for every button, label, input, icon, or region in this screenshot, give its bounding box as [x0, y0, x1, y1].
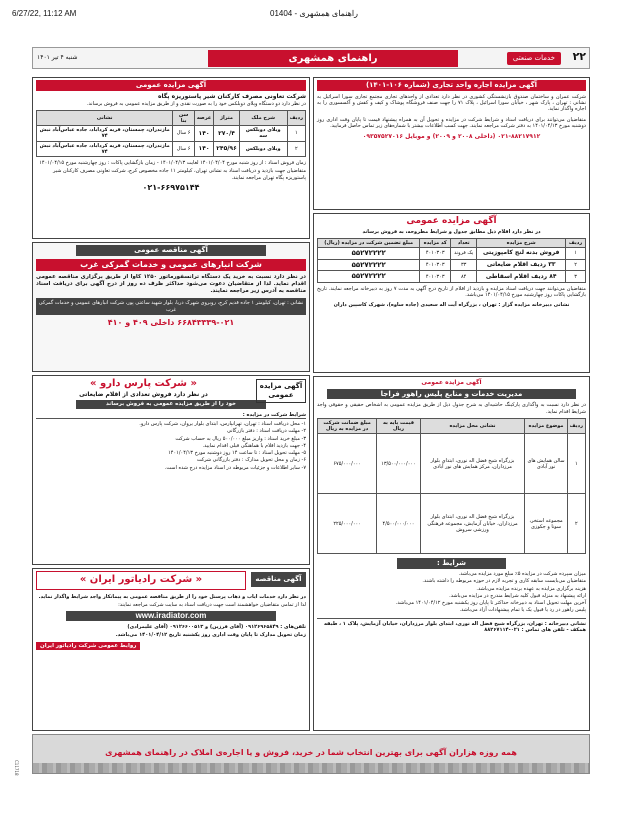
cell: ۴۰۱۰۳۰۳: [420, 271, 451, 283]
radiator-body: در نظر دارد خدمات ایاب و ذهاب پرسنل خود را از طریق مناقصه عمومی به پیمانکار واجد شرایط واگذار نماید.: [38, 593, 306, 600]
page-number: ۲۲: [572, 50, 586, 63]
cell: مجموعه استخر، سونا و جکوزی: [525, 494, 567, 554]
col-header: ردیف: [567, 418, 585, 434]
list-item: پلیس راهور در رد یا قبول یک یا تمام پیشنهادات آزاد می‌باشد.: [459, 607, 586, 614]
auction-footer: نشانی دبیرخانه مزایده گزار : تهران ، بزرگراه آیت اله سعیدی (جاده ساوه)، شهرک کاسپین داران: [333, 301, 570, 308]
print-header: [0, 0, 623, 22]
cell: ۸۴: [451, 271, 477, 283]
radiator-website-link[interactable]: www.iradiator.com: [66, 611, 276, 621]
col-header: موضوع مزایده: [525, 418, 567, 434]
rental-notice-body: شرکت عمران و ساختمان صندوق بازنشستگی کشوری در نظر دارد تعدادی از واحدهای تجاری مجتمع تجاری سورا اسرائیل به نشانی : تهران ، پارک شهر ، خیابان سورا اسرائیل ، پلاک ۷۱ را جهت صنف فروشگاه پوشاک و کیف و کفش و آکسسوری را به اجاره واگذار نماید.: [317, 93, 587, 113]
cell: یک فروند: [451, 247, 477, 259]
list-item: ۲- مهلت دریافت اسناد : دفتر بازرگانی: [226, 428, 306, 435]
radiator-phones: تلفن‌های : ۰۹۱۲۶۹۶۵۸۴۹ (آقای فرزین) و ۰۹۱۲۶۶۰۰۵۱۳ (آقای علیمرادی): [127, 624, 306, 630]
auction-ad: آگهی مزایده عمومی در نظر دارد اقلام ذیل مطابق جدول و شرایط مطروحه، به فروش برساند ردیف شرح مزایده تعداد کد مزایده مبلغ تضمین شرکت در مزایده (ریال) ۱ فروش بدنه لنج کامپوزیتی یک فروند ۴۰۱۰۳۰۳ ۵۵۲۷۲۲۲۲ ۲ ۳۳ ردیف اقلام ضایعاتی ۳۳ ۴۰۱۰۳۰۳ ۵۵۲۷۲۲۲۲ ۳ ۸۴ ردیف اقلام اسقاطی ۸۴ ۴۰۱۰۳۰۳ ۵۵۲۷۲۲۲۲ متقاضیان می‌توانند جهت دریافت اسناد مزایده و بازدید از اقلام از تاریخ درج آگهی به مدت ۷ روز به دبیرخانه مراجعه نمایند. تاریخ بازگشایی پاکات روز چهارشنبه مورخ ۱۴۰۱/۰۴/۱۵ می‌باشد. نشانی دبیرخانه مزایده گزار : تهران ، بزرگراه آیت اله سعیدی (جاده ساوه)، شهرک کاسپین داران: [313, 213, 590, 373]
cell: ۳: [566, 271, 586, 283]
cell: ۲: [287, 141, 305, 157]
col-header: شرح ملک: [239, 110, 287, 126]
customs-address: نشانی : تهران، کیلومتر ۱ جاده قدیم کرج، روبروی شهرک دریا، بلوار شهید ساعتی پور، شرکت انبارهای عمومی و خدمات گمرکی غرب: [36, 298, 306, 315]
list-item: آخرین مهلت تحویل اسناد به دبیرخانه حداکثر تا پایان روز یکشنبه مورخ ۱۴۰۱/۰۴/۱۲ می‌باشد.: [395, 600, 586, 606]
cell: ۶ سال: [173, 126, 195, 142]
cell: ۵۵۲۷۲۲۲۲: [318, 271, 420, 283]
villa-intro: در نظر دارد دو دستگاه ویلای دوبلکس خود را به صورت نقدی و از طریق مزایده عمومی به فروش برساند.: [86, 101, 306, 108]
table-row: [318, 494, 586, 554]
list-item: ۱- محل دریافت اسناد : تهران، تهرانپارس، ابتدای بلوار یروان، شرکت پارس دارو.: [139, 421, 306, 428]
cell: بزرگراه شیخ فضل اله نوری، ابتدای بلوار مرزداران، مرکز همایش های نور آبادی: [420, 434, 525, 494]
police-title: مدیریت خدمات و منابع پلیس راهور فراجا: [327, 389, 576, 400]
cell: فروش بدنه لنج کامپوزیتی: [477, 247, 566, 259]
table-row: [318, 247, 586, 259]
police-address: نشانی دبیرخانه : تهران، بزرگراه شیخ فضل اله نوری، ابتدای بلوار مرزداران، خیابان آزمایش، پلاک ۱ ، طبقه همکف - تلفن های تماس : ۰۲۱-۸۸۲۶۷۱۱۴: [317, 618, 586, 634]
cell: ۲: [567, 494, 585, 554]
list-item: ۵- مهلت تحویل اسناد : تا ساعت ۱۴ روز دوشنبه مورخ ۱۴۰۱/۰۴/۱۳: [168, 450, 306, 457]
cell: ۱: [567, 434, 585, 494]
cell: ۱۴۰: [194, 141, 213, 157]
cell: ۳۳ ردیف اقلام ضایعاتی: [477, 259, 566, 271]
cell: ۱: [566, 247, 586, 259]
col-header: ردیف: [566, 238, 586, 247]
radiator-title: « شرکت رادیاتور ایران »: [36, 571, 246, 590]
cell: ویلای دوبلکس: [239, 141, 287, 157]
police-auction-ad: [313, 376, 590, 731]
list-item: ۷- سایر اطلاعات و جزئیات مربوطه در اسناد مزایده درج شده است.: [164, 464, 306, 471]
rental-notice-phones: ۰۲۱-۸۸۲۱۷۹۱۲ (داخلی ۲۰۰۸ و ۲۰۰۹) و موبایل ۰۹۳۵۷۵۲۷۰۱۶: [362, 133, 541, 140]
table-row: [318, 259, 586, 271]
villa-title: آگهی مزایده عمومی: [36, 80, 306, 91]
radiator-tender-ad: [32, 568, 310, 731]
cell: ۶ سال: [173, 141, 195, 157]
cell: ۲: [566, 259, 586, 271]
list-item: میزان سپرده شرکت در مزایده ۵٪ مبلغ مورد مزایده می‌باشد.: [458, 571, 586, 577]
customs-phone: ۶۶۸۴۳۳۳۹-۰۲۱ داخلی ۴۰۹ و ۴۱۰: [107, 317, 235, 327]
cell: ۲۷۰/۴: [214, 126, 240, 142]
col-header: نشانی: [37, 110, 173, 126]
villa-phone: ۰۲۱-۶۶۹۷۵۱۴۴: [142, 182, 200, 192]
cell: ۶۷۵/۰۰۰/۰۰۰: [318, 434, 377, 494]
col-header: متراژ: [214, 110, 240, 126]
cell: سالن همایش های نور آبادی: [525, 434, 567, 494]
table-row: [37, 141, 306, 157]
radiator-signature: روابط عمومی شرکت رادیاتور ایران: [36, 642, 140, 651]
list-item: ۴- جهت بازدید اقلام با هماهنگی قبلی اقدام نمایید.: [202, 442, 306, 449]
print-title: راهنمای همشهری - 01404: [270, 9, 358, 18]
villa-auction-ad: آگهی مزایده عمومی شرکت تعاونی مصرف کارکنان شیر پاستوریزه پگاه در نظر دارد دو دستگاه ویلای دوبلکس خود را به صورت نقدی و از طریق مزایده عمومی به فروش برساند. ردیف شرح ملک متراژ عرصه سن بنا نشانی ۱ ویلای دوبلکس سه ۲۷۰/۴ ۱۴۰ ۶ سال مازندران، چمستان، قریه کرداباد، جاده عباس‌آباد نبش ۷۴ ۲ ویلای دوبلکس ۲۴۵/۹۶ ۱۴۰ ۶ سال مازندران، چمستان، قریه کرداباد، جاده عباس‌آباد نبش ۷۴ زمان فروش اسناد : از روز شنبه مورخ ۱۴۰۱/۰۴/۰۴ لغایت ۱۴۰۱/۰۴/۱۳ - زمان بازگشایی پاکات : روز چهارشنبه مورخ ۱۴۰۱/۰۴/۱۵ متقاضیان جهت بازدید و دریافت اسناد به نشانی تهران، کیلومتر ۱۱ جاده مخصوص کرج، شرکت تعاونی مصرف کارکنان شیر پاستوریزه پگاه تهران مراجعه نمایند. ۰۲۱-۶۶۹۷۵۱۴۴: [32, 77, 310, 239]
side-identifier: C11718: [14, 760, 19, 776]
cell: مازندران، چمستان، قریه کرداباد، جاده عباس‌آباد نبش ۷۴: [37, 141, 173, 157]
cell: مازندران، چمستان، قریه کرداباد، جاده عباس‌آباد نبش ۷۴: [37, 126, 173, 142]
col-header: مبلغ ضمانت شرکت در مزایده به ریال: [318, 418, 377, 434]
col-header: قیمت پایه به ریال: [377, 418, 420, 434]
cell: ۴/۵۰۰/۰۰۰/۰۰۰: [377, 494, 420, 554]
villa-notes: زمان فروش اسناد : از روز شنبه مورخ ۱۴۰۱/۰۴/۰۴ لغایت ۱۴۰۱/۰۴/۱۳ - زمان بازگشایی پاکات : روز چهارشنبه مورخ ۱۴۰۱/۰۴/۱۵: [39, 160, 306, 166]
pharma-conditions-title: شرایط شرکت در مزایده :: [36, 412, 306, 419]
col-header: نشانی محل مزایده: [420, 418, 525, 434]
table-row: [37, 126, 306, 142]
pharma-label: آگهی مزایده عمومی: [256, 379, 306, 403]
radiator-deadline: زمان تحویل مدارک تا پایان وقت اداری روز یکشنبه تاریخ ۱۴۰۱/۰۴/۱۲ می‌باشد.: [115, 632, 306, 639]
footer-banner: [32, 734, 590, 774]
col-header: ردیف: [287, 110, 305, 126]
police-conditions-title: شرایط :: [397, 558, 506, 569]
pharma-sub2: خود را از طریق مزایده عمومی به فروش برساند: [76, 400, 266, 409]
col-header: سن بنا: [173, 110, 195, 126]
skyline-graphic: [33, 763, 589, 773]
cell: ۵۵۲۷۲۲۲۲: [318, 259, 420, 271]
auction-title: آگهی مزایده عمومی: [406, 216, 497, 226]
police-label: آگهی مزایده عمومی: [421, 379, 482, 386]
list-item: ۳- مبلغ خرید اسناد : واریز مبلغ ۵۰۰/۰۰۰ ریال به حساب شرکت: [175, 435, 306, 442]
print-timestamp: 6/27/22, 11:12 AM: [12, 9, 77, 18]
cell: ۱: [287, 126, 305, 142]
pharma-auction-ad: [32, 375, 310, 565]
cell: ۲۲۵/۰۰۰/۰۰۰: [318, 494, 377, 554]
villa-company: شرکت تعاونی مصرف کارکنان شیر پاستوریزه پگاه: [157, 92, 306, 100]
customs-title: شرکت انبارهای عمومی و خدمات گمرکی غرب: [36, 259, 306, 271]
table-row: [318, 271, 586, 283]
col-header: شرح مزایده: [477, 238, 566, 247]
customs-label: آگهی مناقصه عمومی: [76, 245, 266, 256]
cell: ۸۴ ردیف اقلام اسقاطی: [477, 271, 566, 283]
rental-notice-ad: آگهی مزایده اجاره واحد تجاری (شماره ۱۰۶-۱۴۰۱) شرکت عمران و ساختمان صندوق بازنشستگی کشوری در نظر دارد تعدادی از واحدهای تجاری مجتمع تجاری سورا اسرائیل به نشانی : تهران ، پارک شهر ، خیابان سورا اسرائیل ، پلاک ۷۱ را جهت صنف فروشگاه پوشاک و کیف و کفش و آکسسوری را به اجاره واگذار نماید. متقاضیان می‌توانند برای دریافت اسناد و شرایط شرکت در مزایده و تحویل آن به همراه پیشنهاد قیمت تا پایان وقت اداری روز دوشنبه مورخ ۱۴۰۱/۰۴/۱۳ به دفتر شرکت مراجعه نمایند. جهت کسب اطلاعات بیشتر با شماره‌های زیر تماس حاصل فرمایید. ۰۲۱-۸۸۲۱۷۹۱۲ (داخلی ۲۰۰۸ و ۲۰۰۹) و موبایل ۰۹۳۵۷۵۲۷۰۱۶: [313, 77, 590, 210]
cell: ۱۳/۵۰۰/۰۰۰/۰۰۰: [377, 434, 420, 494]
brand-logo: راهنمای همشهری: [208, 50, 458, 67]
radiator-body2: لذا از تمامی متقاضیان خواهشمند است جهت دریافت اسناد به سایت شرکت مراجعه نمایند:: [118, 601, 306, 608]
table-row: [318, 434, 586, 494]
issue-date: شنبه ۴ تیر ۱۴۰۱: [37, 54, 78, 61]
list-item: هزینه برگزاری مزایده به عهده برنده مزایده می‌باشد.: [476, 585, 586, 592]
footer-text: همه روزه هزاران آگهی برای بهترین انتخاب شما در خرید، فروش و یا اجاره‌ی املاک در راهنمای همشهری: [105, 748, 517, 757]
cell: ۵۵۲۷۲۲۲۲: [318, 247, 420, 259]
col-header: کد مزایده: [420, 238, 451, 247]
cell: ۴۰۱۰۳۰۳: [420, 247, 451, 259]
list-item: ارائه پیشنهاد به منزله قبول کلیه شرایط مندرج در مزایده می‌باشد.: [449, 592, 586, 599]
auction-subtitle: در نظر دارد اقلام ذیل مطابق جدول و شرایط مطروحه، به فروش برساند: [362, 229, 541, 236]
cell: بزرگراه شیخ فضل اله نوری، ابتدای بلوار مرزداران، خیابان آزمایش، مجموعه فرهنگی ورزشی سروش: [420, 494, 525, 554]
radiator-label: آگهی مناقصه: [251, 572, 306, 587]
cell: ۲۴۵/۹۶: [214, 141, 240, 157]
cell: ویلای دوبلکس سه: [239, 126, 287, 142]
pharma-subtitle: در نظر دارد فروش تعدادی از اقلام ضایعاتی: [79, 390, 208, 398]
col-header: عرصه: [194, 110, 213, 126]
police-table: [317, 418, 586, 555]
newspaper-banner: [32, 47, 590, 69]
col-header: تعداد: [451, 238, 477, 247]
police-intro: در نظر دارد نسبت به واگذاری پارکینگ حاشیه‌ای به شرح جدول ذیل از طریق مزایده عمومی به اشخاص حقیقی و حقوقی واجد شرایط اقدام نماید.: [317, 402, 586, 415]
col-header: مبلغ تضمین شرکت در مزایده (ریال): [318, 238, 420, 247]
customs-body: در نظر دارد نسبت به خرید یک دستگاه ترانسفورماتور ۱۲۵۰ کاوا از طریق برگزاری مناقصه عمومی اقدام نماید. لذا از متقاضیان دعوت می‌شود حداکثر ظرف ده روز از درج آگهی برای دریافت اسناد مناقصه به آدرس زیر مراجعه نمایند.: [36, 273, 306, 294]
customs-tender-ad: [32, 242, 310, 372]
cell: ۱۴۰: [194, 126, 213, 142]
list-item: متقاضیان می‌بایست سابقه کاری و تجربه لازم در حوزه مربوطه را داشته باشند.: [422, 578, 586, 585]
rental-notice-title: آگهی مزایده اجاره واحد تجاری (شماره ۱۰۶-۱۴۰۱): [317, 80, 586, 91]
villa-table: [36, 110, 306, 158]
police-conditions: [317, 571, 586, 614]
section-badge: خدمات صنعتی: [507, 52, 561, 65]
pharma-title: « شرکت پارس دارو »: [90, 378, 197, 389]
list-item: ۶- زمان و محل تحویل مدارک : دفتر بازرگانی شرکت: [196, 457, 306, 464]
pharma-conditions: [36, 421, 306, 471]
cell: ۴۰۱۰۳۰۳: [420, 259, 451, 271]
auction-table: [317, 238, 586, 284]
cell: ۳۳: [451, 259, 477, 271]
